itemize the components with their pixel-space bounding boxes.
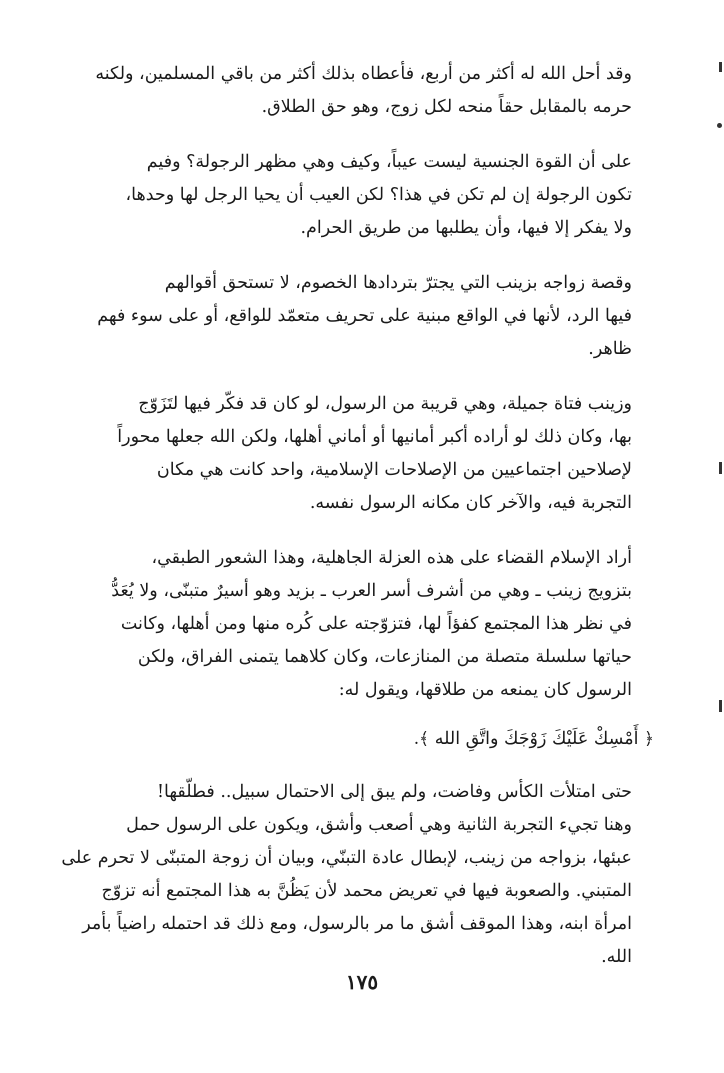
paragraph-6 xyxy=(58,776,654,974)
text-line: بها، وكان ذلك لو أراده أكبر أمانيها أو أماني أهلها، ولكن الله جعلها محوراً xyxy=(117,427,632,447)
text-line: في نظر هذا المجتمع كفؤاً لها، فتزوّجته على كُره منها ومن أهلها، وكانت xyxy=(120,614,632,634)
text-line: بتزويج زينب ـ وهي من أشرف أسر العرب ـ بزيد وهو أسيرٌ متبنّى، ولا يُعَدُّ xyxy=(111,581,632,601)
page-number: ١٧٥ xyxy=(345,970,379,994)
text-line: وهنا تجيء التجربة الثانية وهي أصعب وأشق، ويكون على الرسول حمل xyxy=(126,815,632,835)
text-line: وقد أحل الله له أكثر من أربع، فأعطاه بذلك أكثر من باقي المسلمين، ولكنه xyxy=(95,64,632,84)
text-line: وقصة زواجه بزينب التي يجترّ بتردادها الخصوم، لا تستحق أقوالهم xyxy=(164,273,632,293)
scan-edge-mark xyxy=(719,700,722,712)
text-line: حتى امتلأت الكأس وفاضت، ولم يبق إلى الاحتمال سبيل.. فطلّقها! xyxy=(156,782,632,802)
scan-edge-mark xyxy=(719,62,722,72)
text-line: امرأة ابنه، وهذا الموقف أشق ما مر بالرسول، ومع ذلك قد احتمله راضياً بأمر xyxy=(82,914,632,934)
text-line: على أن القوة الجنسية ليست عيباً، وكيف وهي مظهر الرجولة؟ وفيم xyxy=(146,152,632,172)
text-line: التجربة فيه، والآخر كان مكانه الرسول نفسه. xyxy=(309,493,632,513)
paragraph-2 xyxy=(58,146,654,245)
paragraph-5 xyxy=(58,542,654,707)
paragraph-4 xyxy=(58,388,654,520)
text-line: فيها الرد، لأنها في الواقع مبنية على تحريف متعمّد للواقع، أو على سوء فهم xyxy=(97,306,632,326)
text-line: ولا يفكر إلا فيها، وأن يطلبها من طريق الحرام. xyxy=(300,218,632,238)
body-text xyxy=(58,58,654,996)
quran-verse xyxy=(58,723,654,756)
text-line: لإصلاحين اجتماعيين من الإصلاحات الإسلامية، واحد كانت هي مكان xyxy=(156,460,632,480)
text-line: المتبني. والصعوبة فيها في تعريض محمد لأن يَظُنَّ به هذا المجتمع أنه تزوّج xyxy=(101,881,632,901)
text-line: أراد الإسلام القضاء على هذه العزلة الجاهلية، وهذا الشعور الطبقي، xyxy=(151,548,632,568)
text-line: حياتها سلسلة متصلة من المنازعات، وكان كلاهما يتمنى الفراق، ولكن xyxy=(137,647,632,667)
text-line: عبئها، بزواجه من زينب، لإبطال عادة التبنّي، وبيان أن زوجة المتبنّى لا تحرم على xyxy=(61,848,632,868)
text-line: الله. xyxy=(601,947,632,967)
verse-open-bracket: ﴿ xyxy=(644,729,654,749)
verse-text: أَمْسِكْ عَلَيْكَ زَوْجَكَ واتَّقِ الله xyxy=(434,729,639,749)
scan-edge-mark xyxy=(719,462,722,474)
text-line: وزينب فتاة جميلة، وهي قريبة من الرسول، لو كان قد فكّر فيها لتَزَوّج xyxy=(138,394,632,414)
paragraph-3 xyxy=(58,267,654,366)
paragraph-1 xyxy=(58,58,654,124)
scan-edge-mark xyxy=(717,123,722,128)
text-line: الرسول كان يمنعه من طلاقها، ويقول له: xyxy=(338,680,632,700)
text-line: تكون الرجولة إن لم تكن في هذا؟ لكن العيب أن يحيا الرجل لها وحدها، xyxy=(125,185,632,205)
verse-close-bracket: ﴾. xyxy=(413,729,430,749)
text-line: ظاهر. xyxy=(588,339,632,359)
text-line: حرمه بالمقابل حقاً منحه لكل زوج، وهو حق الطلاق. xyxy=(261,97,632,117)
